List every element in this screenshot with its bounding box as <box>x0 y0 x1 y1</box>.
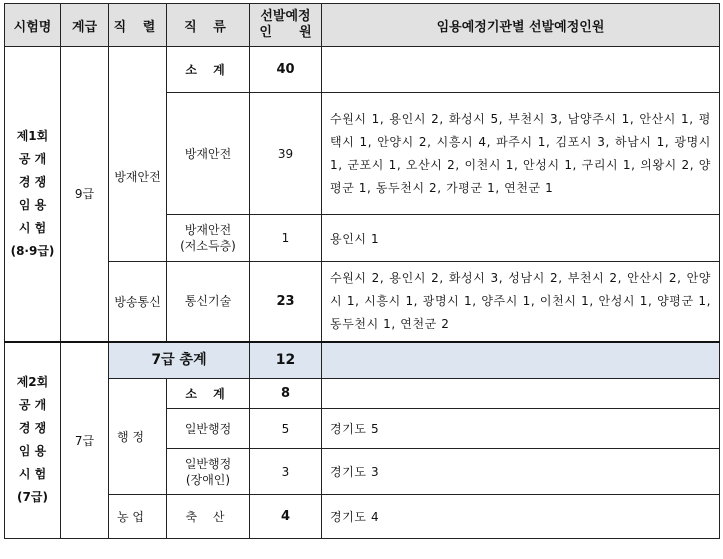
r1-subtotal-kind <box>167 47 250 93</box>
r2-subtotal-count: 8 <box>250 379 322 409</box>
r2-total-row <box>5 342 720 379</box>
r1-row-broadcast-kind: 통신기술 <box>167 262 250 342</box>
r2-exam-label: 제2회 공 개 경 쟁 임 용 시 험 (7급) <box>5 342 61 539</box>
r2-row-agri-kind <box>167 495 250 539</box>
r2-subtotal-agencies <box>322 379 720 409</box>
header-exam-name: 시험명 <box>5 4 61 47</box>
selection-table-container <box>4 3 719 539</box>
header-agencies: 임용예정기관별 선발예정인원 <box>322 4 720 47</box>
r2-row-agri-kind-text: 축 산 <box>185 509 231 524</box>
header-row <box>5 4 720 47</box>
r2-row-disabled-kind: 일반행정 (장애인) <box>167 449 250 495</box>
r2-series-agri-text <box>109 508 166 525</box>
header-kind-text: 직 류 <box>184 19 232 35</box>
r2-subtotal-kind <box>167 379 250 409</box>
r1-row-lowincome-kind: 방재안전 (저소득층) <box>167 215 250 262</box>
r1-row-lowincome-agencies: 용인시 1 <box>322 215 720 262</box>
r2-row-disabled-agencies: 경기도 3 <box>322 449 720 495</box>
r1-row-disaster-kind: 방재안전 <box>167 93 250 215</box>
r2-series-admin-text <box>109 428 166 445</box>
r2-row-agri <box>5 495 720 539</box>
r2-series-agri-label: 농 업 <box>117 510 144 524</box>
r2-series-admin-label: 행 정 <box>117 430 144 444</box>
r1-row-broadcast-count: 23 <box>250 262 322 342</box>
r1-series-broadcast: 방송통신 <box>109 262 167 342</box>
selection-table <box>4 3 720 539</box>
r1-subtotal-count: 40 <box>250 47 322 93</box>
r1-subtotal-kind-text: 소 계 <box>185 62 231 77</box>
r2-row-agri-count: 4 <box>250 495 322 539</box>
r2-subtotal-kind-text: 소 계 <box>185 386 231 401</box>
r1-row-lowincome-count: 1 <box>250 215 322 262</box>
r2-total-label: 7급 총계 <box>109 342 250 379</box>
r2-row-general-agencies: 경기도 5 <box>322 409 720 449</box>
header-series-text: 직 렬 <box>113 19 162 35</box>
r1-subtotal-row <box>5 47 720 93</box>
r2-total-agencies <box>322 342 720 379</box>
header-selection-count: 선발예정 인 원 <box>250 4 322 47</box>
r1-row-disaster-count: 39 <box>250 93 322 215</box>
r2-series-agri <box>109 495 167 539</box>
r2-subtotal-row <box>5 379 720 409</box>
r2-row-general-count: 5 <box>250 409 322 449</box>
header-kind <box>167 4 250 47</box>
r1-grade: 9급 <box>61 47 109 342</box>
header-grade: 계급 <box>61 4 109 47</box>
r2-row-general-kind: 일반행정 <box>167 409 250 449</box>
r2-row-agri-agencies: 경기도 4 <box>322 495 720 539</box>
r1-row-disaster <box>5 93 720 215</box>
r1-row-disaster-agencies: 수원시 1, 용인시 2, 화성시 5, 부천시 3, 남양주시 1, 안산시 1, 평택시 1, 안양시 2, 시흥시 4, 파주시 1, 김포시 3, 하남시 1, 광명시 1, 군포시 1, 오산시 2, 이천시 1, 안성시 1, 구리시 1, 의왕시 2, 양평군 1, 동두천시 2, 가평군 1, 연천군 1 <box>322 93 720 215</box>
r1-series-disaster: 방재안전 <box>109 93 167 262</box>
r2-grade: 7급 <box>61 342 109 539</box>
r1-row-broadcast <box>5 262 720 342</box>
r2-total-count: 12 <box>250 342 322 379</box>
r1-row-broadcast-agencies: 수원시 2, 용인시 2, 화성시 3, 성남시 2, 부천시 2, 안산시 2, 안양시 1, 시흥시 1, 광명시 1, 양주시 1, 이천시 1, 안성시 1, 양평군 1, 동두천시 1, 연천군 2 <box>322 262 720 342</box>
r1-subtotal-agencies <box>322 47 720 93</box>
r2-series-admin <box>109 379 167 495</box>
r1-exam-label: 제1회 공 개 경 쟁 임 용 시 험 (8·9급) <box>5 47 61 342</box>
r2-row-disabled-count: 3 <box>250 449 322 495</box>
header-series <box>109 4 167 47</box>
